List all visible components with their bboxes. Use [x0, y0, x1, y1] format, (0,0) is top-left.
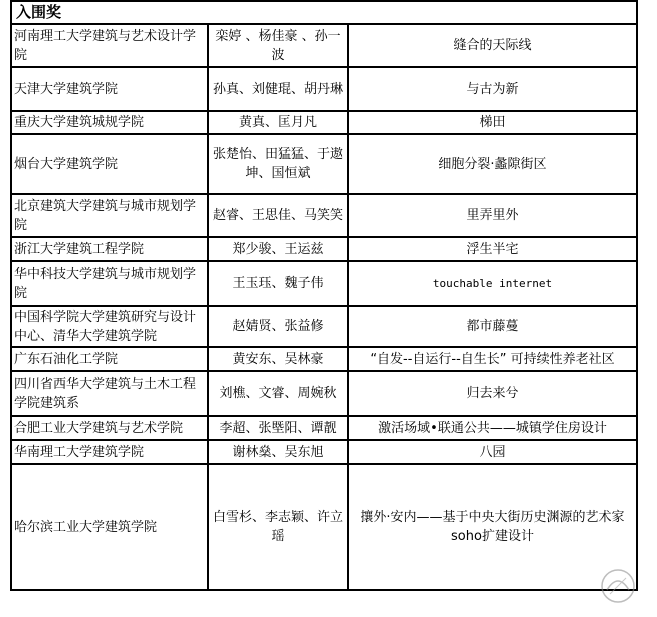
work-cell: 细胞分裂·蠡隙街区 — [348, 134, 637, 194]
school-cell: 四川省西华大学建筑与土木工程学院建筑系 — [11, 371, 208, 416]
members-cell: 李超、张塈阳、谭靓 — [208, 416, 348, 440]
work-cell: 梯田 — [348, 111, 637, 134]
school-cell: 重庆大学建筑城规学院 — [11, 111, 208, 134]
table-row — [11, 67, 637, 111]
award-table-container — [10, 0, 636, 591]
school-cell: 河南理工大学建筑与艺术设计学院 — [11, 24, 208, 67]
school-cell: 广东石油化工学院 — [11, 347, 208, 371]
table-row — [11, 440, 637, 464]
work-cell: touchable internet — [348, 261, 637, 306]
members-cell: 黄真、匡月凡 — [208, 111, 348, 134]
award-table — [10, 0, 638, 591]
table-row — [11, 194, 637, 237]
table-row — [11, 261, 637, 306]
members-cell: 白雪杉、李志颖、许立瑶 — [208, 464, 348, 590]
table-row — [11, 347, 637, 371]
work-cell: 都市藤蔓 — [348, 306, 637, 347]
school-cell: 浙江大学建筑工程学院 — [11, 237, 208, 261]
work-cell: 攘外·安内——基于中央大街历史渊源的艺术家soho扩建设计 — [348, 464, 637, 590]
members-cell: 孙真、刘健琨、胡丹琳 — [208, 67, 348, 111]
table-row — [11, 134, 637, 194]
table-title: 入围奖 — [11, 1, 637, 24]
members-cell: 刘樵、文睿、周婉秋 — [208, 371, 348, 416]
work-cell: 归去来兮 — [348, 371, 637, 416]
table-row — [11, 306, 637, 347]
members-cell: 张楚怡、田猛猛、于遨坤、国恒斌 — [208, 134, 348, 194]
watermark-logo — [598, 566, 638, 606]
work-cell: 与古为新 — [348, 67, 637, 111]
school-cell: 哈尔滨工业大学建筑学院 — [11, 464, 208, 590]
title-row — [11, 1, 637, 24]
school-cell: 华南理工大学建筑学院 — [11, 440, 208, 464]
members-cell: 郑少骏、王运兹 — [208, 237, 348, 261]
table-row — [11, 111, 637, 134]
members-cell: 栾婷 、杨佳豪 、孙一波 — [208, 24, 348, 67]
table-row — [11, 416, 637, 440]
school-cell: 中国科学院大学建筑研究与设计中心、清华大学建筑学院 — [11, 306, 208, 347]
work-cell: 浮生半宅 — [348, 237, 637, 261]
work-cell: 激活场域•联通公共——城镇学住房设计 — [348, 416, 637, 440]
table-row — [11, 464, 637, 590]
school-cell: 天津大学建筑学院 — [11, 67, 208, 111]
table-row — [11, 371, 637, 416]
work-cell: “自发--自运行--自生长” 可持续性养老社区 — [348, 347, 637, 371]
members-cell: 谢林燊、吴东旭 — [208, 440, 348, 464]
table-row — [11, 237, 637, 261]
work-cell: 八园 — [348, 440, 637, 464]
table-row — [11, 24, 637, 67]
school-cell: 北京建筑大学建筑与城市规划学院 — [11, 194, 208, 237]
members-cell: 王玉珏、魏子伟 — [208, 261, 348, 306]
work-cell: 里弄里外 — [348, 194, 637, 237]
members-cell: 黄安东、吴林豪 — [208, 347, 348, 371]
school-cell: 烟台大学建筑学院 — [11, 134, 208, 194]
school-cell: 合肥工业大学建筑与艺术学院 — [11, 416, 208, 440]
school-cell: 华中科技大学建筑与城市规划学院 — [11, 261, 208, 306]
members-cell: 赵睿、王思佳、马笑笑 — [208, 194, 348, 237]
work-cell: 缝合的天际线 — [348, 24, 637, 67]
members-cell: 赵婧贤、张益修 — [208, 306, 348, 347]
